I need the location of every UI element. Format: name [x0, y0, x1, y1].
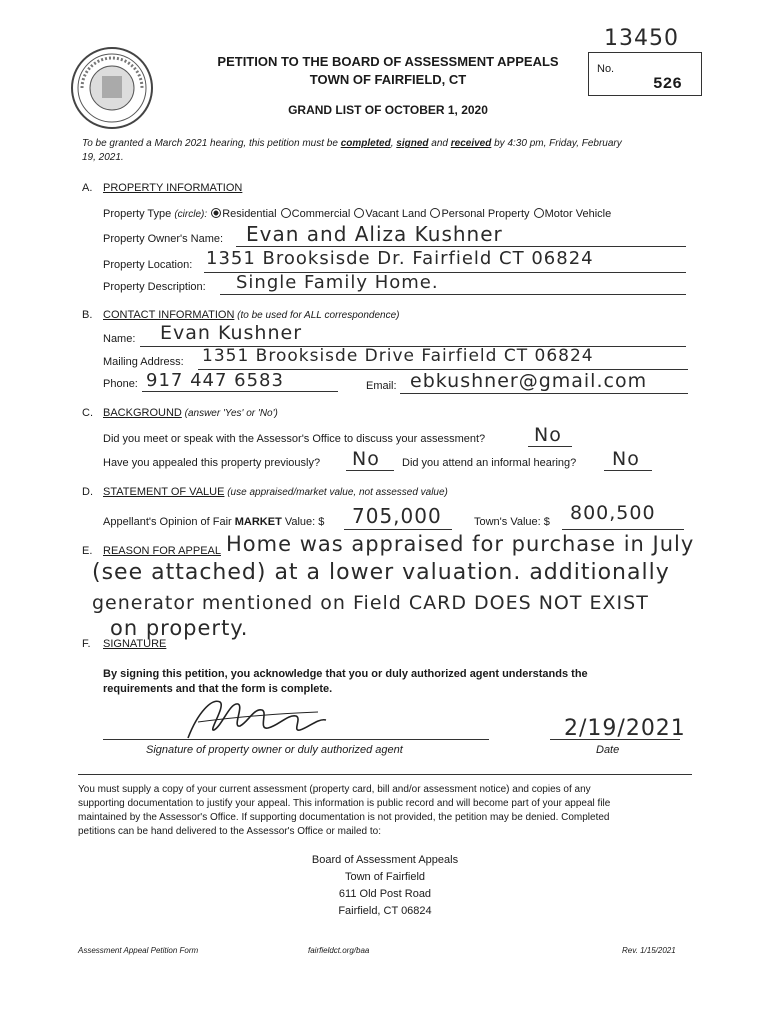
petition-number-label: No. [597, 63, 615, 75]
town-seal [70, 46, 154, 130]
section-c-letter: C. [82, 407, 93, 419]
answer-assessor-contact[interactable]: No [534, 424, 562, 446]
email-label: Email: [366, 380, 397, 392]
radio-personal-property[interactable] [430, 208, 440, 218]
radio-commercial[interactable] [281, 208, 291, 218]
town-value-label: Town's Value: $ [474, 516, 550, 528]
intro-part1: To be granted a March 2021 hearing, this petition must be [82, 138, 341, 149]
address-line-2: Town of Fairfield [344, 871, 426, 883]
intro-line2: 19, 2021. [82, 152, 124, 163]
opinion-label-pre: Appellant's Opinion of Fair [103, 516, 235, 528]
answer-informal-hearing[interactable]: No [612, 448, 640, 470]
signature-ack: By signing this petition, you acknowledge that you or duly authorized agent understands the [103, 668, 588, 680]
intro-received: received [450, 138, 492, 149]
section-d-hint: (use appraised/market value, not assessed value) [224, 487, 448, 498]
section-b-heading: CONTACT INFORMATION [103, 309, 235, 321]
town-title: TOWN OF FAIRFIELD, CT [309, 72, 467, 87]
signature-ack-2: requirements and that the form is complete. [103, 683, 333, 695]
question-informal-hearing: Did you attend an informal hearing? [402, 457, 577, 469]
intro-part2: by 4:30 pm, Friday, February [491, 138, 622, 149]
reason-line-1[interactable]: Home was appraised for purchase in July [226, 532, 695, 556]
phone-line [142, 391, 338, 392]
property-type-row [103, 208, 611, 220]
notice-line-2: supporting documentation to justify your appeal. This information is public record and will become part of your appeal file [78, 798, 611, 809]
seal-icon [70, 46, 154, 130]
type-motor-vehicle-label: Motor Vehicle [544, 208, 612, 220]
town-value-field[interactable]: 800,500 [570, 502, 656, 524]
question-appealed-previously: Have you appealed this property previously? [103, 457, 321, 469]
signature-scribble-icon [168, 692, 348, 744]
location-label: Property Location: [103, 259, 193, 271]
answer-1-line [528, 446, 572, 447]
email-line [400, 393, 688, 394]
notice-line-4: petitions can be hand delivered to the Assessor's Office or mailed to: [78, 826, 382, 837]
petition-number-value: 526 [653, 75, 682, 93]
opinion-label [103, 516, 324, 528]
signature-line [103, 739, 489, 740]
notice-line-3: maintained by the Assessor's Office. If supporting documentation is not provided, the petition may be denied. Completed [78, 812, 610, 823]
grand-list-title: GRAND LIST OF OCTOBER 1, 2020 [288, 103, 488, 117]
description-line [220, 294, 686, 295]
phone-field[interactable]: 917 447 6583 [146, 370, 284, 391]
section-c-heading-row [103, 407, 278, 419]
section-b-letter: B. [82, 309, 93, 321]
footer-revision: Rev. 1/15/2021 [622, 946, 676, 955]
section-e-letter: E. [82, 545, 93, 557]
footer-form-name: Assessment Appeal Petition Form [78, 946, 199, 955]
section-d-heading-row [103, 486, 448, 498]
reason-line-4[interactable]: on property. [110, 616, 249, 640]
type-residential-label: Residential [222, 208, 277, 220]
intro-text [82, 138, 692, 149]
town-value-line [562, 529, 684, 530]
answer-appealed-previously[interactable]: No [352, 448, 380, 470]
location-field[interactable]: 1351 Brooksisde Dr. Fairfield CT 06824 [206, 248, 594, 269]
radio-motor-vehicle[interactable] [534, 208, 544, 218]
radio-vacant-land[interactable] [354, 208, 364, 218]
property-type-hint: (circle): [174, 209, 208, 220]
mailing-field[interactable]: 1351 Brooksisde Drive Fairfield CT 06824 [202, 346, 594, 366]
mailing-address-block [270, 852, 500, 920]
date-line [550, 739, 680, 740]
section-e-heading: REASON FOR APPEAL [103, 545, 221, 557]
question-assessor-contact: Did you meet or speak with the Assessor's Office to discuss your assessment? [103, 433, 486, 445]
footer-website-link[interactable]: fairfieldct.org/baa [308, 946, 370, 955]
description-label: Property Description: [103, 281, 206, 293]
radio-residential[interactable] [211, 208, 221, 218]
section-c-hint: (answer 'Yes' or 'No') [181, 408, 278, 419]
notice-divider [78, 774, 692, 775]
type-personal-property-label: Personal Property [441, 208, 530, 220]
date-caption: Date [596, 744, 620, 756]
section-d-heading: STATEMENT OF VALUE [103, 486, 225, 498]
type-commercial-label: Commercial [291, 208, 351, 220]
opinion-line [344, 529, 452, 530]
property-type-label: Property Type [103, 208, 175, 220]
page-title: PETITION TO THE BOARD OF ASSESSMENT APPEALS [217, 54, 559, 69]
signature-caption: Signature of property owner or duly authorized agent [146, 744, 403, 756]
section-a-letter: A. [82, 182, 93, 194]
section-b-heading-row [103, 309, 400, 321]
address-line-4: Fairfield, CT 06824 [338, 905, 432, 917]
section-a-heading: PROPERTY INFORMATION [103, 182, 243, 194]
opinion-label-bold: MARKET [234, 516, 282, 528]
answer-2-line [346, 470, 394, 471]
date-field[interactable]: 2/19/2021 [564, 716, 686, 741]
name-label: Name: [103, 333, 136, 345]
owner-line [236, 246, 686, 247]
description-field[interactable]: Single Family Home. [236, 272, 439, 293]
address-line-3: 611 Old Post Road [338, 888, 432, 900]
signature-field[interactable] [168, 692, 348, 744]
name-field[interactable]: Evan Kushner [160, 322, 303, 344]
answer-3-line [604, 470, 652, 471]
intro-completed: completed [340, 138, 391, 149]
phone-label: Phone: [103, 378, 138, 390]
opinion-value-field[interactable]: 705,000 [352, 504, 442, 528]
section-b-hint: (to be used for ALL correspondence) [234, 310, 400, 321]
owner-label: Property Owner's Name: [103, 233, 224, 245]
reason-line-3[interactable]: generator mentioned on Field CARD DOES NOT EXIST [92, 592, 649, 614]
notice-text [78, 783, 698, 839]
email-field[interactable]: ebkushner@gmail.com [410, 370, 648, 392]
handwritten-number: 13450 [604, 26, 679, 51]
section-f-heading: SIGNATURE [103, 638, 167, 650]
section-f-letter: F. [82, 638, 91, 650]
mailing-label: Mailing Address: [103, 356, 184, 368]
owner-field[interactable]: Evan and Aliza Kushner [246, 222, 503, 246]
reason-line-2[interactable]: (see attached) at a lower valuation. additionally [92, 560, 670, 585]
notice-line-1: You must supply a copy of your current assessment (property card, bill and/or assessment notice) and copies of any [78, 784, 591, 795]
intro-signed: signed [396, 138, 429, 149]
intro-comma: , [390, 138, 397, 149]
section-c-heading: BACKGROUND [103, 407, 182, 419]
petition-number-box [588, 52, 702, 96]
opinion-label-post: Value: $ [281, 516, 325, 528]
address-line-1: Board of Assessment Appeals [311, 854, 459, 866]
section-d-letter: D. [82, 486, 93, 498]
type-vacant-land-label: Vacant Land [365, 208, 427, 220]
intro-and: and [428, 138, 451, 149]
